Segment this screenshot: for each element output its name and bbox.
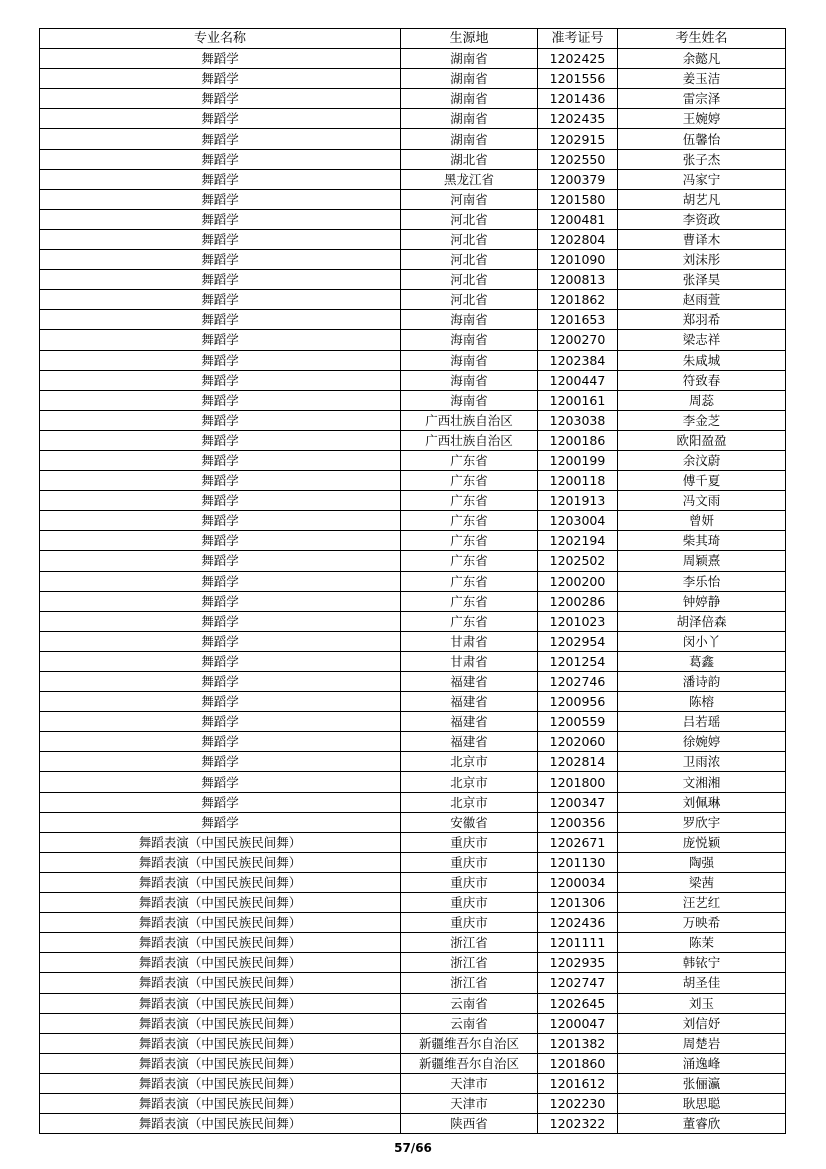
header-exam-id: 准考证号 — [538, 29, 618, 49]
table-row — [40, 270, 786, 290]
exam-id-cell: 1201612 — [538, 1073, 618, 1093]
exam-id-cell: 1202645 — [538, 993, 618, 1013]
major-cell: 舞蹈学 — [40, 471, 401, 491]
name-cell: 陈茉 — [618, 933, 786, 953]
major-cell: 舞蹈学 — [40, 89, 401, 109]
major-cell: 舞蹈学 — [40, 772, 401, 792]
origin-cell: 云南省 — [401, 993, 538, 1013]
name-cell: 刘佩琳 — [618, 792, 786, 812]
header-origin: 生源地 — [401, 29, 538, 49]
origin-cell: 新疆维吾尔自治区 — [401, 1053, 538, 1073]
name-cell: 余懿凡 — [618, 49, 786, 69]
exam-id-cell: 1202230 — [538, 1093, 618, 1113]
table-row — [40, 229, 786, 249]
exam-id-cell: 1200286 — [538, 591, 618, 611]
origin-cell: 湖南省 — [401, 89, 538, 109]
major-cell: 舞蹈学 — [40, 310, 401, 330]
table-row — [40, 852, 786, 872]
origin-cell: 广东省 — [401, 551, 538, 571]
table-row — [40, 330, 786, 350]
table-row — [40, 712, 786, 732]
table-row — [40, 129, 786, 149]
major-cell: 舞蹈学 — [40, 591, 401, 611]
major-cell: 舞蹈学 — [40, 491, 401, 511]
major-cell: 舞蹈学 — [40, 631, 401, 651]
major-cell: 舞蹈学 — [40, 712, 401, 732]
name-cell: 李资政 — [618, 209, 786, 229]
origin-cell: 浙江省 — [401, 973, 538, 993]
major-cell: 舞蹈表演（中国民族民间舞） — [40, 913, 401, 933]
exam-id-cell: 1200034 — [538, 872, 618, 892]
origin-cell: 广东省 — [401, 531, 538, 551]
major-cell: 舞蹈学 — [40, 571, 401, 591]
name-cell: 雷宗泽 — [618, 89, 786, 109]
name-cell: 赵雨萱 — [618, 290, 786, 310]
exam-id-cell: 1201090 — [538, 250, 618, 270]
origin-cell: 广西壮族自治区 — [401, 410, 538, 430]
table-row — [40, 1073, 786, 1093]
table-row — [40, 189, 786, 209]
origin-cell: 云南省 — [401, 1013, 538, 1033]
major-cell: 舞蹈学 — [40, 531, 401, 551]
major-cell: 舞蹈学 — [40, 511, 401, 531]
table-row — [40, 993, 786, 1013]
origin-cell: 河北省 — [401, 229, 538, 249]
table-row — [40, 109, 786, 129]
major-cell: 舞蹈学 — [40, 611, 401, 631]
header-name: 考生姓名 — [618, 29, 786, 49]
major-cell: 舞蹈学 — [40, 149, 401, 169]
exam-id-cell: 1201382 — [538, 1033, 618, 1053]
major-cell: 舞蹈表演（中国民族民间舞） — [40, 1053, 401, 1073]
exam-id-cell: 1202436 — [538, 913, 618, 933]
major-cell: 舞蹈表演（中国民族民间舞） — [40, 852, 401, 872]
major-cell: 舞蹈学 — [40, 450, 401, 470]
table-row — [40, 812, 786, 832]
table-row — [40, 491, 786, 511]
major-cell: 舞蹈学 — [40, 189, 401, 209]
name-cell: 闵小丫 — [618, 631, 786, 651]
exam-id-cell: 1201913 — [538, 491, 618, 511]
page-number: 57/66 — [394, 1141, 432, 1155]
name-cell: 王婉婷 — [618, 109, 786, 129]
name-cell: 董睿欣 — [618, 1114, 786, 1134]
major-cell: 舞蹈学 — [40, 209, 401, 229]
major-cell: 舞蹈学 — [40, 732, 401, 752]
origin-cell: 广东省 — [401, 611, 538, 631]
major-cell: 舞蹈学 — [40, 350, 401, 370]
table-row — [40, 792, 786, 812]
major-cell: 舞蹈学 — [40, 169, 401, 189]
name-cell: 欧阳盈盈 — [618, 430, 786, 450]
name-cell: 傅千夏 — [618, 471, 786, 491]
table-row — [40, 872, 786, 892]
origin-cell: 重庆市 — [401, 913, 538, 933]
major-cell: 舞蹈学 — [40, 270, 401, 290]
origin-cell: 河北省 — [401, 290, 538, 310]
name-cell: 刘信妤 — [618, 1013, 786, 1033]
name-cell: 潘诗韵 — [618, 672, 786, 692]
exam-id-cell: 1202060 — [538, 732, 618, 752]
origin-cell: 北京市 — [401, 792, 538, 812]
exam-id-cell: 1202502 — [538, 551, 618, 571]
exam-id-cell: 1200956 — [538, 692, 618, 712]
table-row — [40, 752, 786, 772]
table-row — [40, 571, 786, 591]
name-cell: 曹译木 — [618, 229, 786, 249]
exam-id-cell: 1202915 — [538, 129, 618, 149]
table-row — [40, 772, 786, 792]
exam-id-cell: 1202746 — [538, 672, 618, 692]
table-row — [40, 1053, 786, 1073]
name-cell: 余汶蔚 — [618, 450, 786, 470]
origin-cell: 广东省 — [401, 491, 538, 511]
origin-cell: 陕西省 — [401, 1114, 538, 1134]
major-cell: 舞蹈学 — [40, 109, 401, 129]
name-cell: 陶强 — [618, 852, 786, 872]
exam-id-cell: 1200186 — [538, 430, 618, 450]
name-cell: 伍馨怡 — [618, 129, 786, 149]
major-cell: 舞蹈学 — [40, 250, 401, 270]
exam-id-cell: 1200200 — [538, 571, 618, 591]
major-cell: 舞蹈表演（中国民族民间舞） — [40, 993, 401, 1013]
table-row — [40, 370, 786, 390]
origin-cell: 重庆市 — [401, 852, 538, 872]
name-cell: 周蕊 — [618, 390, 786, 410]
name-cell: 柴其琦 — [618, 531, 786, 551]
name-cell: 李金芝 — [618, 410, 786, 430]
exam-id-cell: 1201130 — [538, 852, 618, 872]
table-row — [40, 611, 786, 631]
name-cell: 冯文雨 — [618, 491, 786, 511]
table-row — [40, 973, 786, 993]
origin-cell: 湖南省 — [401, 109, 538, 129]
name-cell: 庞悦颖 — [618, 832, 786, 852]
exam-id-cell: 1202814 — [538, 752, 618, 772]
name-cell: 张俪瀛 — [618, 1073, 786, 1093]
exam-id-cell: 1200347 — [538, 792, 618, 812]
table-header-row — [40, 29, 786, 49]
table-row — [40, 410, 786, 430]
exam-id-cell: 1201862 — [538, 290, 618, 310]
major-cell: 舞蹈学 — [40, 129, 401, 149]
origin-cell: 福建省 — [401, 712, 538, 732]
major-cell: 舞蹈表演（中国民族民间舞） — [40, 1073, 401, 1093]
name-cell: 徐婉婷 — [618, 732, 786, 752]
name-cell: 胡泽倍森 — [618, 611, 786, 631]
origin-cell: 天津市 — [401, 1093, 538, 1113]
major-cell: 舞蹈表演（中国民族民间舞） — [40, 1093, 401, 1113]
name-cell: 胡艺凡 — [618, 189, 786, 209]
table-row — [40, 1013, 786, 1033]
origin-cell: 广东省 — [401, 511, 538, 531]
name-cell: 张子杰 — [618, 149, 786, 169]
exam-id-cell: 1201254 — [538, 651, 618, 671]
origin-cell: 浙江省 — [401, 953, 538, 973]
name-cell: 葛鑫 — [618, 651, 786, 671]
major-cell: 舞蹈表演（中国民族民间舞） — [40, 1033, 401, 1053]
exam-id-cell: 1200447 — [538, 370, 618, 390]
name-cell: 冯家宁 — [618, 169, 786, 189]
origin-cell: 湖北省 — [401, 149, 538, 169]
exam-id-cell: 1201111 — [538, 933, 618, 953]
major-cell: 舞蹈学 — [40, 651, 401, 671]
origin-cell: 河北省 — [401, 209, 538, 229]
origin-cell: 广东省 — [401, 591, 538, 611]
table-row — [40, 732, 786, 752]
name-cell: 胡圣佳 — [618, 973, 786, 993]
exam-id-cell: 1201306 — [538, 893, 618, 913]
major-cell: 舞蹈表演（中国民族民间舞） — [40, 973, 401, 993]
table-row — [40, 893, 786, 913]
name-cell: 梁志祥 — [618, 330, 786, 350]
major-cell: 舞蹈学 — [40, 551, 401, 571]
header-major: 专业名称 — [40, 29, 401, 49]
name-cell: 罗欣宇 — [618, 812, 786, 832]
origin-cell: 安徽省 — [401, 812, 538, 832]
name-cell: 韩铱宁 — [618, 953, 786, 973]
major-cell: 舞蹈学 — [40, 290, 401, 310]
origin-cell: 海南省 — [401, 390, 538, 410]
major-cell: 舞蹈学 — [40, 390, 401, 410]
exam-id-cell: 1200379 — [538, 169, 618, 189]
name-cell: 吕若瑶 — [618, 712, 786, 732]
major-cell: 舞蹈表演（中国民族民间舞） — [40, 872, 401, 892]
table-row — [40, 149, 786, 169]
name-cell: 涌逸峰 — [618, 1053, 786, 1073]
origin-cell: 广东省 — [401, 571, 538, 591]
origin-cell: 广东省 — [401, 471, 538, 491]
table-row — [40, 913, 786, 933]
table-row — [40, 89, 786, 109]
major-cell: 舞蹈表演（中国民族民间舞） — [40, 1114, 401, 1134]
name-cell: 汪艺红 — [618, 893, 786, 913]
major-cell: 舞蹈学 — [40, 49, 401, 69]
exam-id-cell: 1202194 — [538, 531, 618, 551]
name-cell: 符致春 — [618, 370, 786, 390]
name-cell: 钟婷静 — [618, 591, 786, 611]
name-cell: 陈榕 — [618, 692, 786, 712]
origin-cell: 北京市 — [401, 752, 538, 772]
admission-list-table — [39, 28, 786, 1134]
table-row — [40, 310, 786, 330]
exam-id-cell: 1201023 — [538, 611, 618, 631]
table-row — [40, 49, 786, 69]
table-row — [40, 591, 786, 611]
major-cell: 舞蹈学 — [40, 672, 401, 692]
origin-cell: 甘肃省 — [401, 651, 538, 671]
table-row — [40, 1114, 786, 1134]
exam-id-cell: 1200813 — [538, 270, 618, 290]
major-cell: 舞蹈学 — [40, 752, 401, 772]
exam-id-cell: 1202384 — [538, 350, 618, 370]
exam-id-cell: 1201860 — [538, 1053, 618, 1073]
name-cell: 姜玉洁 — [618, 69, 786, 89]
major-cell: 舞蹈学 — [40, 69, 401, 89]
origin-cell: 重庆市 — [401, 832, 538, 852]
table-row — [40, 672, 786, 692]
name-cell: 万映希 — [618, 913, 786, 933]
table-row — [40, 953, 786, 973]
exam-id-cell: 1203004 — [538, 511, 618, 531]
table-row — [40, 531, 786, 551]
origin-cell: 湖南省 — [401, 129, 538, 149]
table-row — [40, 692, 786, 712]
table-row — [40, 471, 786, 491]
exam-id-cell: 1202671 — [538, 832, 618, 852]
origin-cell: 黑龙江省 — [401, 169, 538, 189]
name-cell: 梁茜 — [618, 872, 786, 892]
exam-id-cell: 1200356 — [538, 812, 618, 832]
table-row — [40, 209, 786, 229]
table-row — [40, 651, 786, 671]
origin-cell: 福建省 — [401, 732, 538, 752]
table-row — [40, 511, 786, 531]
exam-id-cell: 1200559 — [538, 712, 618, 732]
table-row — [40, 350, 786, 370]
exam-id-cell: 1201580 — [538, 189, 618, 209]
exam-id-cell: 1203038 — [538, 410, 618, 430]
origin-cell: 河北省 — [401, 270, 538, 290]
major-cell: 舞蹈表演（中国民族民间舞） — [40, 832, 401, 852]
exam-id-cell: 1202435 — [538, 109, 618, 129]
origin-cell: 海南省 — [401, 310, 538, 330]
major-cell: 舞蹈学 — [40, 792, 401, 812]
name-cell: 卫雨浓 — [618, 752, 786, 772]
table-row — [40, 551, 786, 571]
origin-cell: 北京市 — [401, 772, 538, 792]
name-cell: 文湘湘 — [618, 772, 786, 792]
origin-cell: 天津市 — [401, 1073, 538, 1093]
table-row — [40, 1093, 786, 1113]
exam-id-cell: 1201436 — [538, 89, 618, 109]
table-row — [40, 430, 786, 450]
origin-cell: 湖南省 — [401, 69, 538, 89]
origin-cell: 重庆市 — [401, 872, 538, 892]
exam-id-cell: 1202935 — [538, 953, 618, 973]
exam-id-cell: 1202550 — [538, 149, 618, 169]
name-cell: 张泽昊 — [618, 270, 786, 290]
origin-cell: 河南省 — [401, 189, 538, 209]
exam-id-cell: 1200118 — [538, 471, 618, 491]
table-row — [40, 832, 786, 852]
major-cell: 舞蹈表演（中国民族民间舞） — [40, 1013, 401, 1033]
exam-id-cell: 1200161 — [538, 390, 618, 410]
name-cell: 朱咸城 — [618, 350, 786, 370]
name-cell: 耿思聪 — [618, 1093, 786, 1113]
exam-id-cell: 1201800 — [538, 772, 618, 792]
table-row — [40, 933, 786, 953]
major-cell: 舞蹈学 — [40, 430, 401, 450]
origin-cell: 浙江省 — [401, 933, 538, 953]
major-cell: 舞蹈学 — [40, 229, 401, 249]
table-row — [40, 1033, 786, 1053]
major-cell: 舞蹈表演（中国民族民间舞） — [40, 953, 401, 973]
origin-cell: 海南省 — [401, 350, 538, 370]
table-row — [40, 390, 786, 410]
major-cell: 舞蹈学 — [40, 370, 401, 390]
exam-id-cell: 1202747 — [538, 973, 618, 993]
exam-id-cell: 1200047 — [538, 1013, 618, 1033]
exam-id-cell: 1202322 — [538, 1114, 618, 1134]
name-cell: 曾妍 — [618, 511, 786, 531]
major-cell: 舞蹈学 — [40, 692, 401, 712]
major-cell: 舞蹈表演（中国民族民间舞） — [40, 933, 401, 953]
exam-id-cell: 1202804 — [538, 229, 618, 249]
table-body — [40, 49, 786, 1134]
table-row — [40, 290, 786, 310]
table-row — [40, 169, 786, 189]
origin-cell: 福建省 — [401, 692, 538, 712]
table-row — [40, 450, 786, 470]
origin-cell: 湖南省 — [401, 49, 538, 69]
origin-cell: 广西壮族自治区 — [401, 430, 538, 450]
origin-cell: 甘肃省 — [401, 631, 538, 651]
major-cell: 舞蹈学 — [40, 410, 401, 430]
exam-id-cell: 1200270 — [538, 330, 618, 350]
origin-cell: 重庆市 — [401, 893, 538, 913]
origin-cell: 河北省 — [401, 250, 538, 270]
origin-cell: 广东省 — [401, 450, 538, 470]
exam-id-cell: 1200199 — [538, 450, 618, 470]
origin-cell: 海南省 — [401, 330, 538, 350]
name-cell: 郑羽希 — [618, 310, 786, 330]
exam-id-cell: 1200481 — [538, 209, 618, 229]
name-cell: 刘玉 — [618, 993, 786, 1013]
exam-id-cell: 1202425 — [538, 49, 618, 69]
table-row — [40, 250, 786, 270]
name-cell: 周颖熹 — [618, 551, 786, 571]
origin-cell: 海南省 — [401, 370, 538, 390]
origin-cell: 福建省 — [401, 672, 538, 692]
table-row — [40, 631, 786, 651]
name-cell: 李乐怡 — [618, 571, 786, 591]
exam-id-cell: 1202954 — [538, 631, 618, 651]
major-cell: 舞蹈学 — [40, 330, 401, 350]
name-cell: 周楚岩 — [618, 1033, 786, 1053]
major-cell: 舞蹈表演（中国民族民间舞） — [40, 893, 401, 913]
major-cell: 舞蹈学 — [40, 812, 401, 832]
exam-id-cell: 1201556 — [538, 69, 618, 89]
origin-cell: 新疆维吾尔自治区 — [401, 1033, 538, 1053]
name-cell: 刘沫彤 — [618, 250, 786, 270]
exam-id-cell: 1201653 — [538, 310, 618, 330]
table-row — [40, 69, 786, 89]
